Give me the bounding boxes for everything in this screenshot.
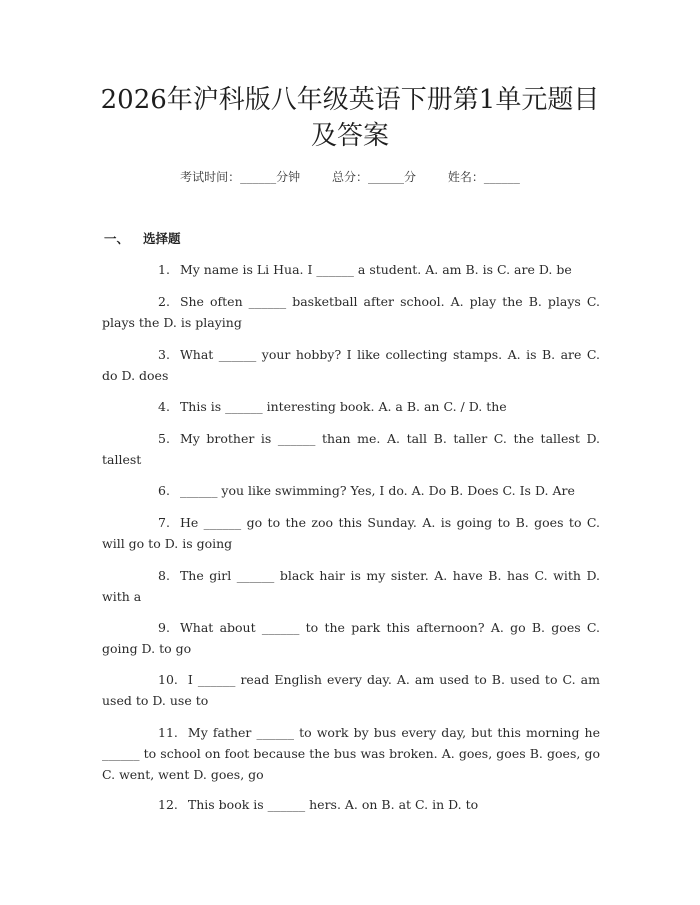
- question-text: My brother is ______ than me. A. tall B. taller C. the tallest D. tallest: [102, 431, 600, 467]
- question-number: 10.: [158, 672, 178, 687]
- question-number: 9.: [158, 620, 170, 635]
- question-text: What about ______ to the park this afternoon? A. go B. goes C. going D. to go: [102, 620, 600, 656]
- section-heading: [104, 229, 181, 249]
- section-number: 一、: [104, 231, 130, 246]
- title-line-2: 及答案: [310, 121, 389, 151]
- question-item: [102, 480, 600, 501]
- section-title: 选择题: [143, 231, 181, 246]
- question-text: ______ you like swimming? Yes, I do. A. Do B. Does C. Is D. Are: [179, 483, 575, 498]
- question-text: This is ______ interesting book. A. a B. an C. / D. the: [179, 399, 507, 414]
- question-item: [102, 259, 600, 280]
- question-text: My name is Li Hua. I ______ a student. A. am B. is C. are D. be: [179, 262, 572, 277]
- question-item: [102, 617, 600, 659]
- question-number: 3.: [158, 347, 170, 362]
- exam-info: [0, 167, 700, 187]
- question-number: 2.: [158, 294, 170, 309]
- question-number: 1.: [158, 262, 170, 277]
- question-number: 12.: [158, 797, 178, 812]
- question-item: [102, 722, 600, 785]
- question-item: [102, 669, 600, 711]
- question-item: [102, 794, 600, 815]
- question-number: 6.: [158, 483, 170, 498]
- question-number: 4.: [158, 399, 170, 414]
- student-name: 姓名：______: [447, 170, 520, 184]
- question-item: [102, 565, 600, 607]
- question-number: 11.: [158, 725, 178, 740]
- exam-time: 考试时间：______分钟: [180, 170, 301, 184]
- title-line-1: 2026年沪科版八年级英语下册第1单元题目: [100, 85, 600, 115]
- question-number: 7.: [158, 515, 170, 530]
- document-title: [80, 82, 620, 154]
- question-text: I ______ read English every day. A. am used to B. used to C. am used to D. use to: [102, 672, 600, 708]
- question-item: [102, 512, 600, 554]
- question-text: What ______ your hobby? I like collecting stamps. A. is B. are C. do D. does: [102, 347, 600, 383]
- exam-total-score: 总分：______分: [331, 170, 416, 184]
- question-text: He ______ go to the zoo this Sunday. A. is going to B. goes to C. will go to D. is going: [102, 515, 600, 551]
- question-text: The girl ______ black hair is my sister. A. have B. has C. with D. with a: [102, 568, 600, 604]
- question-number: 5.: [158, 431, 170, 446]
- question-item: [102, 396, 600, 417]
- question-number: 8.: [158, 568, 170, 583]
- question-text: My father ______ to work by bus every day, but this morning he ______ to school on foot because the bus was broken. A. goes, goes B. goes, go C. went, went D. goes, go: [102, 725, 600, 782]
- question-item: [102, 428, 600, 470]
- question-item: [102, 344, 600, 386]
- question-text: She often ______ basketball after school. A. play the B. plays C. plays the D. is playing: [102, 294, 600, 330]
- question-item: [102, 291, 600, 333]
- question-text: This book is ______ hers. A. on B. at C. in D. to: [187, 797, 479, 812]
